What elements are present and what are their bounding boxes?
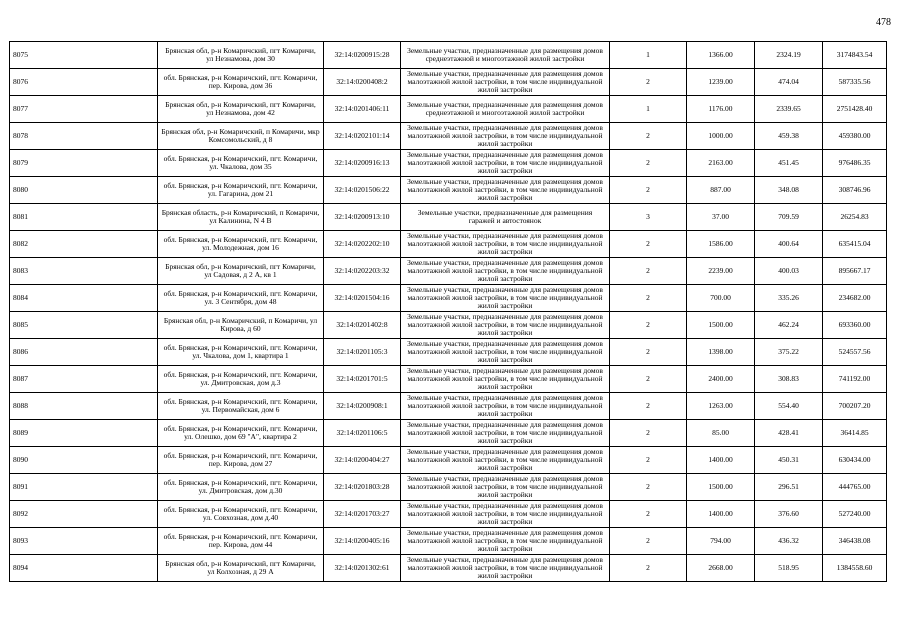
specific-value-cell: 450.31 (755, 447, 823, 474)
table-row (10, 42, 887, 69)
specific-value-cell: 335.26 (755, 285, 823, 312)
row-number-cell: 8085 (10, 312, 158, 339)
table-row (10, 150, 887, 177)
category-cell: 2 (610, 339, 687, 366)
specific-value-cell: 436.32 (755, 528, 823, 555)
land-use-cell: Земельные участки, предназначенные для размещения домов малоэтажной жилой застройки, в том числе индивидуальной жилой застройки (401, 420, 610, 447)
area-cell: 1263.00 (687, 393, 755, 420)
land-use-cell: Земельные участки, предназначенные для размещения гаражей и автостоянок (401, 204, 610, 231)
specific-value-cell: 462.24 (755, 312, 823, 339)
table-row (10, 123, 887, 150)
land-use-cell: Земельные участки, предназначенные для размещения домов малоэтажной жилой застройки, в том числе индивидуальной жилой застройки (401, 150, 610, 177)
cadastral-value-cell: 587335.56 (823, 69, 887, 96)
cadastral-value-cell: 635415.04 (823, 231, 887, 258)
row-number-cell: 8094 (10, 555, 158, 582)
address-cell: обл. Брянская, р-н Комаричский, пгт. Комаричи, ул. Олешко, дом 69 "А", квартира 2 (158, 420, 324, 447)
row-number-cell: 8079 (10, 150, 158, 177)
cadastral-value-cell: 26254.83 (823, 204, 887, 231)
cadastral-value-cell: 1384558.60 (823, 555, 887, 582)
land-use-cell: Земельные участки, предназначенные для размещения домов малоэтажной жилой застройки, в том числе индивидуальной жилой застройки (401, 447, 610, 474)
category-cell: 2 (610, 474, 687, 501)
category-cell: 2 (610, 177, 687, 204)
row-number-cell: 8077 (10, 96, 158, 123)
area-cell: 1586.00 (687, 231, 755, 258)
area-cell: 37.00 (687, 204, 755, 231)
specific-value-cell: 451.45 (755, 150, 823, 177)
area-cell: 794.00 (687, 528, 755, 555)
cadastral-number-cell: 32:14:0200916:13 (324, 150, 401, 177)
row-number-cell: 8091 (10, 474, 158, 501)
specific-value-cell: 308.83 (755, 366, 823, 393)
specific-value-cell: 400.03 (755, 258, 823, 285)
specific-value-cell: 2339.65 (755, 96, 823, 123)
address-cell: Брянская обл, р-н Комаричский, п Комаричи, мкр Комсомольский, д 8 (158, 123, 324, 150)
cadastral-value-cell: 976486.35 (823, 150, 887, 177)
cadastral-number-cell: 32:14:0202202:10 (324, 231, 401, 258)
address-cell: обл. Брянская, р-н Комаричский, пгт. Комаричи, ул. Совхозная, дом д.40 (158, 501, 324, 528)
row-number-cell: 8075 (10, 42, 158, 69)
row-number-cell: 8080 (10, 177, 158, 204)
table-row (10, 204, 887, 231)
cadastral-number-cell: 32:14:0200404:27 (324, 447, 401, 474)
cadastral-number-cell: 32:14:0201803:28 (324, 474, 401, 501)
address-cell: обл. Брянская, р-н Комаричский, пгт. Комаричи, пер. Кирова, дом 27 (158, 447, 324, 474)
cadastral-value-cell: 459380.00 (823, 123, 887, 150)
specific-value-cell: 459.38 (755, 123, 823, 150)
cadastral-value-cell: 444765.00 (823, 474, 887, 501)
specific-value-cell: 709.59 (755, 204, 823, 231)
category-cell: 2 (610, 393, 687, 420)
specific-value-cell: 474.04 (755, 69, 823, 96)
area-cell: 1239.00 (687, 69, 755, 96)
land-use-cell: Земельные участки, предназначенные для размещения домов малоэтажной жилой застройки, в том числе индивидуальной жилой застройки (401, 258, 610, 285)
address-cell: обл. Брянская, р-н Комаричский, пгт. Комаричи, ул. Дмитровская, дом д.30 (158, 474, 324, 501)
row-number-cell: 8083 (10, 258, 158, 285)
area-cell: 1176.00 (687, 96, 755, 123)
cadastral-value-cell: 630434.00 (823, 447, 887, 474)
table-row (10, 339, 887, 366)
registry-table (9, 41, 887, 582)
area-cell: 1366.00 (687, 42, 755, 69)
table-row (10, 69, 887, 96)
row-number-cell: 8081 (10, 204, 158, 231)
cadastral-number-cell: 32:14:0201406:11 (324, 96, 401, 123)
address-cell: обл. Брянская, р-н Комаричский, пгт. Комаричи, ул. 3 Сентября, дом 48 (158, 285, 324, 312)
cadastral-value-cell: 700207.20 (823, 393, 887, 420)
land-use-cell: Земельные участки, предназначенные для размещения домов малоэтажной жилой застройки, в том числе индивидуальной жилой застройки (401, 555, 610, 582)
address-cell: обл. Брянская, р-н Комаричский, пгт. Комаричи, ул. Гагарина, дом 21 (158, 177, 324, 204)
land-use-cell: Земельные участки, предназначенные для размещения домов среднеэтажной и многоэтажной жилой застройки (401, 42, 610, 69)
cadastral-number-cell: 32:14:0202203:32 (324, 258, 401, 285)
table-row (10, 285, 887, 312)
area-cell: 2239.00 (687, 258, 755, 285)
land-use-cell: Земельные участки, предназначенные для размещения домов малоэтажной жилой застройки, в том числе индивидуальной жилой застройки (401, 123, 610, 150)
category-cell: 2 (610, 231, 687, 258)
row-number-cell: 8087 (10, 366, 158, 393)
area-cell: 1000.00 (687, 123, 755, 150)
address-cell: Брянская обл, р-н Комаричский, пгт Комаричи, ул Садовая, д 2 А, кв 1 (158, 258, 324, 285)
area-cell: 1400.00 (687, 447, 755, 474)
row-number-cell: 8084 (10, 285, 158, 312)
category-cell: 2 (610, 366, 687, 393)
cadastral-value-cell: 2751428.40 (823, 96, 887, 123)
land-use-cell: Земельные участки, предназначенные для размещения домов малоэтажной жилой застройки, в том числе индивидуальной жилой застройки (401, 285, 610, 312)
specific-value-cell: 428.41 (755, 420, 823, 447)
row-number-cell: 8093 (10, 528, 158, 555)
specific-value-cell: 348.08 (755, 177, 823, 204)
area-cell: 2668.00 (687, 555, 755, 582)
land-use-cell: Земельные участки, предназначенные для размещения домов малоэтажной жилой застройки, в том числе индивидуальной жилой застройки (401, 69, 610, 96)
land-use-cell: Земельные участки, предназначенные для размещения домов малоэтажной жилой застройки, в том числе индивидуальной жилой застройки (401, 528, 610, 555)
cadastral-number-cell: 32:14:0200405:16 (324, 528, 401, 555)
cadastral-number-cell: 32:14:0201703:27 (324, 501, 401, 528)
cadastral-number-cell: 32:14:0201402:8 (324, 312, 401, 339)
specific-value-cell: 375.22 (755, 339, 823, 366)
area-cell: 1500.00 (687, 474, 755, 501)
address-cell: обл. Брянская, р-н Комаричский, пгт. Комаричи, ул. Первомайская, дом 6 (158, 393, 324, 420)
area-cell: 887.00 (687, 177, 755, 204)
land-use-cell: Земельные участки, предназначенные для размещения домов малоэтажной жилой застройки, в том числе индивидуальной жилой застройки (401, 366, 610, 393)
area-cell: 1400.00 (687, 501, 755, 528)
land-use-cell: Земельные участки, предназначенные для размещения домов малоэтажной жилой застройки, в том числе индивидуальной жилой застройки (401, 474, 610, 501)
cadastral-number-cell: 32:14:0201506:22 (324, 177, 401, 204)
category-cell: 2 (610, 501, 687, 528)
cadastral-value-cell: 524557.56 (823, 339, 887, 366)
table-row (10, 312, 887, 339)
table-row (10, 420, 887, 447)
address-cell: обл. Брянская, р-н Комаричский, пгт. Комаричи, пер. Кирова, дом 36 (158, 69, 324, 96)
area-cell: 2400.00 (687, 366, 755, 393)
row-number-cell: 8078 (10, 123, 158, 150)
land-use-cell: Земельные участки, предназначенные для размещения домов среднеэтажной и многоэтажной жилой застройки (401, 96, 610, 123)
cadastral-number-cell: 32:14:0201302:61 (324, 555, 401, 582)
address-cell: Брянская обл, р-н Комаричский, пгт Комаричи, ул Колхозная, д 29 А (158, 555, 324, 582)
address-cell: Брянская область, р-н Комаричский, п Комаричи, ул Калинина, N 4 В (158, 204, 324, 231)
category-cell: 2 (610, 150, 687, 177)
table-row (10, 258, 887, 285)
cadastral-value-cell: 527240.00 (823, 501, 887, 528)
table-row (10, 474, 887, 501)
category-cell: 2 (610, 69, 687, 96)
page-number: 478 (876, 17, 891, 28)
category-cell: 2 (610, 258, 687, 285)
category-cell: 2 (610, 447, 687, 474)
address-cell: Брянская обл, р-н Комаричский, пгт Комаричи, ул Незнамова, дом 42 (158, 96, 324, 123)
table-row (10, 555, 887, 582)
cadastral-number-cell: 32:14:0201106:5 (324, 420, 401, 447)
specific-value-cell: 400.64 (755, 231, 823, 258)
row-number-cell: 8076 (10, 69, 158, 96)
category-cell: 1 (610, 96, 687, 123)
table-row (10, 501, 887, 528)
category-cell: 2 (610, 528, 687, 555)
cadastral-number-cell: 32:14:0200913:10 (324, 204, 401, 231)
row-number-cell: 8082 (10, 231, 158, 258)
cadastral-value-cell: 895667.17 (823, 258, 887, 285)
address-cell: обл. Брянская, р-н Комаричский, пгт. Комаричи, ул. Чкалова, дом 35 (158, 150, 324, 177)
category-cell: 2 (610, 555, 687, 582)
row-number-cell: 8092 (10, 501, 158, 528)
table-row (10, 96, 887, 123)
area-cell: 2163.00 (687, 150, 755, 177)
table-row (10, 393, 887, 420)
address-cell: Брянская обл, р-н Комаричский, пгт Комаричи, ул Незнамова, дом 30 (158, 42, 324, 69)
cadastral-value-cell: 308746.96 (823, 177, 887, 204)
cadastral-value-cell: 741192.00 (823, 366, 887, 393)
area-cell: 1500.00 (687, 312, 755, 339)
category-cell: 1 (610, 42, 687, 69)
category-cell: 2 (610, 420, 687, 447)
cadastral-number-cell: 32:14:0200908:1 (324, 393, 401, 420)
land-use-cell: Земельные участки, предназначенные для размещения домов малоэтажной жилой застройки, в том числе индивидуальной жилой застройки (401, 339, 610, 366)
land-use-cell: Земельные участки, предназначенные для размещения домов малоэтажной жилой застройки, в том числе индивидуальной жилой застройки (401, 393, 610, 420)
address-cell: Брянская обл, р-н Комаричский, п Комаричи, ул Кирова, д 60 (158, 312, 324, 339)
cadastral-value-cell: 693360.00 (823, 312, 887, 339)
cadastral-number-cell: 32:14:0200915:28 (324, 42, 401, 69)
category-cell: 2 (610, 285, 687, 312)
category-cell: 3 (610, 204, 687, 231)
cadastral-value-cell: 36414.85 (823, 420, 887, 447)
row-number-cell: 8088 (10, 393, 158, 420)
cadastral-number-cell: 32:14:0201105:3 (324, 339, 401, 366)
specific-value-cell: 554.40 (755, 393, 823, 420)
area-cell: 700.00 (687, 285, 755, 312)
address-cell: обл. Брянская, р-н Комаричский, пгт. Комаричи, ул. Молодежная, дом 16 (158, 231, 324, 258)
cadastral-value-cell: 3174843.54 (823, 42, 887, 69)
row-number-cell: 8086 (10, 339, 158, 366)
row-number-cell: 8090 (10, 447, 158, 474)
table-row (10, 447, 887, 474)
cadastral-number-cell: 32:14:0200408:2 (324, 69, 401, 96)
address-cell: обл. Брянская, р-н Комаричский, пгт. Комаричи, ул. Чкалова, дом 1, квартира 1 (158, 339, 324, 366)
category-cell: 2 (610, 312, 687, 339)
cadastral-value-cell: 346438.08 (823, 528, 887, 555)
table-row (10, 177, 887, 204)
land-use-cell: Земельные участки, предназначенные для размещения домов малоэтажной жилой застройки, в том числе индивидуальной жилой застройки (401, 501, 610, 528)
table-row (10, 231, 887, 258)
land-use-cell: Земельные участки, предназначенные для размещения домов малоэтажной жилой застройки, в том числе индивидуальной жилой застройки (401, 312, 610, 339)
land-use-cell: Земельные участки, предназначенные для размещения домов малоэтажной жилой застройки, в том числе индивидуальной жилой застройки (401, 231, 610, 258)
area-cell: 1398.00 (687, 339, 755, 366)
cadastral-number-cell: 32:14:0201701:5 (324, 366, 401, 393)
cadastral-number-cell: 32:14:0202101:14 (324, 123, 401, 150)
specific-value-cell: 296.51 (755, 474, 823, 501)
table-row (10, 528, 887, 555)
row-number-cell: 8089 (10, 420, 158, 447)
cadastral-value-cell: 234682.00 (823, 285, 887, 312)
table-body (10, 42, 887, 582)
land-use-cell: Земельные участки, предназначенные для размещения домов малоэтажной жилой застройки, в том числе индивидуальной жилой застройки (401, 177, 610, 204)
table-row (10, 366, 887, 393)
specific-value-cell: 2324.19 (755, 42, 823, 69)
specific-value-cell: 518.95 (755, 555, 823, 582)
area-cell: 85.00 (687, 420, 755, 447)
category-cell: 2 (610, 123, 687, 150)
specific-value-cell: 376.60 (755, 501, 823, 528)
address-cell: обл. Брянская, р-н Комаричский, пгт. Комаричи, ул. Дмитровская, дом д.3 (158, 366, 324, 393)
address-cell: обл. Брянская, р-н Комаричский, пгт. Комаричи, пер. Кирова, дом 44 (158, 528, 324, 555)
cadastral-number-cell: 32:14:0201504:16 (324, 285, 401, 312)
